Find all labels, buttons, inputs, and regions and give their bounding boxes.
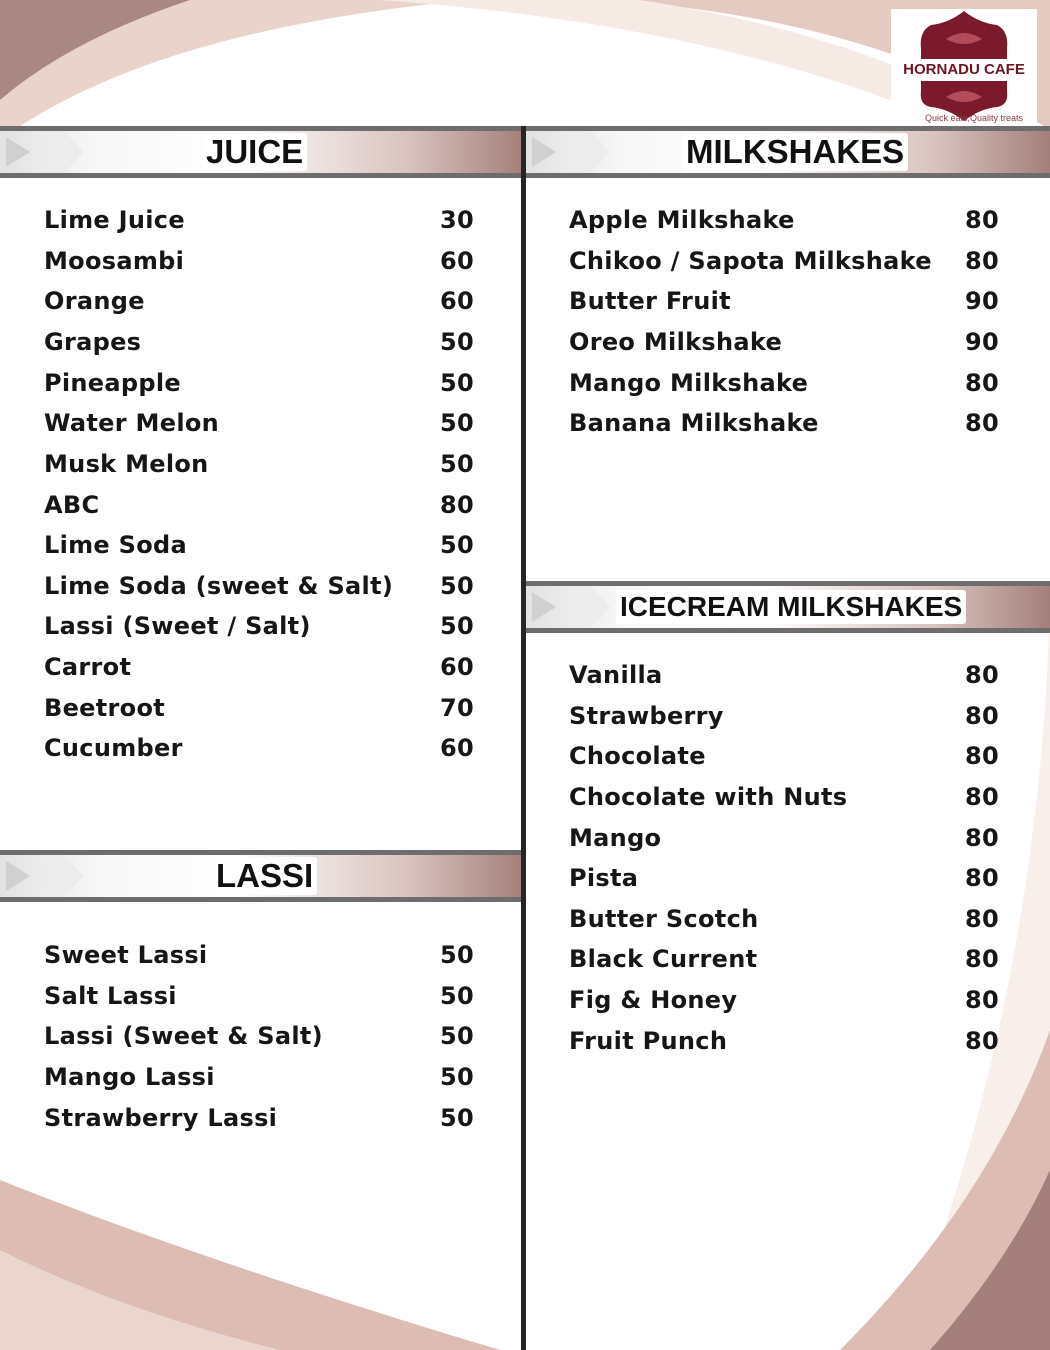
item-price: 50	[440, 612, 474, 640]
menu-item-juice	[44, 450, 474, 491]
item-price: 50	[440, 1104, 474, 1132]
item-name: Pineapple	[44, 369, 181, 397]
menu-item-icecream	[569, 661, 999, 702]
item-price: 90	[965, 328, 999, 356]
item-price: 80	[965, 409, 999, 437]
item-name: Carrot	[44, 653, 132, 681]
section-title-milkshakes: MILKSHAKES	[682, 133, 908, 171]
menu-item-milkshake	[569, 206, 999, 247]
item-name: Water Melon	[44, 409, 220, 437]
item-price: 70	[440, 694, 474, 722]
chevron-right-icon	[532, 586, 612, 628]
item-name: Chocolate with Nuts	[569, 783, 848, 811]
item-price: 50	[440, 941, 474, 969]
item-price: 80	[965, 945, 999, 973]
section-header-icecream	[526, 581, 1050, 633]
item-name: Strawberry Lassi	[44, 1104, 278, 1132]
item-name: Lassi (Sweet / Salt)	[44, 612, 311, 640]
item-name: Mango Milkshake	[569, 369, 809, 397]
menu-item-juice	[44, 734, 474, 775]
menu-item-juice	[44, 531, 474, 572]
menu-item-lassi	[44, 1104, 474, 1145]
item-price: 80	[965, 661, 999, 689]
item-name: Chocolate	[569, 742, 706, 770]
menu-item-icecream	[569, 824, 999, 865]
menu-item-juice	[44, 653, 474, 694]
item-price: 50	[440, 450, 474, 478]
section-title-icecream: ICECREAM MILKSHAKES	[616, 590, 966, 624]
menu-item-juice	[44, 369, 474, 410]
menu-item-juice	[44, 287, 474, 328]
section-title-juice: JUICE	[202, 133, 307, 171]
item-price: 80	[965, 369, 999, 397]
menu-item-juice	[44, 694, 474, 735]
item-price: 80	[965, 1027, 999, 1055]
item-name: Mango	[569, 824, 662, 852]
menu-item-icecream	[569, 742, 999, 783]
menu-item-milkshake	[569, 409, 999, 450]
section-header-lassi	[0, 850, 523, 902]
menu-item-milkshake	[569, 369, 999, 410]
item-name: Sweet Lassi	[44, 941, 208, 969]
item-name: Mango Lassi	[44, 1063, 215, 1091]
item-price: 50	[440, 572, 474, 600]
menu-item-milkshake	[569, 287, 999, 328]
column-divider	[521, 126, 526, 1350]
menu-item-icecream	[569, 986, 999, 1027]
item-name: Musk Melon	[44, 450, 209, 478]
item-price: 80	[965, 824, 999, 852]
item-name: Chikoo / Sapota Milkshake	[569, 247, 932, 275]
item-price: 80	[965, 247, 999, 275]
menu-item-lassi	[44, 982, 474, 1023]
item-name: Oreo Milkshake	[569, 328, 783, 356]
item-name: Lime Soda	[44, 531, 188, 559]
item-price: 80	[965, 742, 999, 770]
item-name: Pista	[569, 864, 639, 892]
item-price: 90	[965, 287, 999, 315]
item-name: Beetroot	[44, 694, 166, 722]
item-name: Strawberry	[569, 702, 724, 730]
item-price: 50	[440, 531, 474, 559]
menu-item-icecream	[569, 702, 999, 743]
logo-brand-name: HORNADU CAFE	[891, 61, 1037, 79]
menu-item-icecream	[569, 1027, 999, 1068]
item-name: Banana Milkshake	[569, 409, 819, 437]
item-price: 30	[440, 206, 474, 234]
menu-item-icecream	[569, 905, 999, 946]
item-price: 60	[440, 653, 474, 681]
item-price: 60	[440, 287, 474, 315]
item-price: 50	[440, 1063, 474, 1091]
item-price: 60	[440, 734, 474, 762]
menu-item-juice	[44, 572, 474, 613]
item-price: 80	[965, 986, 999, 1014]
menu-item-juice	[44, 409, 474, 450]
item-name: Grapes	[44, 328, 142, 356]
item-name: Orange	[44, 287, 145, 315]
item-name: ABC	[44, 491, 100, 519]
section-header-milkshakes	[526, 126, 1050, 178]
item-name: Apple Milkshake	[569, 206, 795, 234]
item-name: Lime Soda (sweet & Salt)	[44, 572, 394, 600]
item-name: Vanilla	[569, 661, 663, 689]
item-price: 80	[965, 702, 999, 730]
item-price: 80	[440, 491, 474, 519]
item-price: 60	[440, 247, 474, 275]
chevron-right-icon	[532, 131, 612, 173]
menu-item-juice	[44, 328, 474, 369]
item-name: Cucumber	[44, 734, 183, 762]
menu-item-juice	[44, 206, 474, 247]
menu-item-icecream	[569, 783, 999, 824]
cafe-logo	[891, 9, 1037, 127]
item-name: Butter Scotch	[569, 905, 759, 933]
section-title-lassi: LASSI	[212, 857, 317, 895]
item-price: 50	[440, 1022, 474, 1050]
chevron-right-icon	[6, 855, 86, 897]
item-price: 50	[440, 328, 474, 356]
item-price: 50	[440, 982, 474, 1010]
menu-item-juice	[44, 612, 474, 653]
item-name: Salt Lassi	[44, 982, 177, 1010]
menu-item-lassi	[44, 1063, 474, 1104]
item-price: 80	[965, 206, 999, 234]
menu-item-juice	[44, 247, 474, 288]
item-price: 80	[965, 783, 999, 811]
item-name: Lime Juice	[44, 206, 185, 234]
item-name: Lassi (Sweet & Salt)	[44, 1022, 323, 1050]
menu-item-lassi	[44, 941, 474, 982]
item-name: Black Current	[569, 945, 758, 973]
menu-item-lassi	[44, 1022, 474, 1063]
item-name: Moosambi	[44, 247, 185, 275]
menu-item-milkshake	[569, 247, 999, 288]
chevron-right-icon	[6, 131, 86, 173]
section-header-juice	[0, 126, 523, 178]
menu-item-milkshake	[569, 328, 999, 369]
item-price: 50	[440, 409, 474, 437]
item-price: 80	[965, 905, 999, 933]
item-price: 80	[965, 864, 999, 892]
item-name: Fruit Punch	[569, 1027, 728, 1055]
menu-item-icecream	[569, 864, 999, 905]
menu-item-juice	[44, 491, 474, 532]
logo-tagline: Quick eats,Quality treats	[924, 113, 1023, 123]
item-price: 50	[440, 369, 474, 397]
item-name: Fig & Honey	[569, 986, 738, 1014]
menu-item-icecream	[569, 945, 999, 986]
item-name: Butter Fruit	[569, 287, 731, 315]
